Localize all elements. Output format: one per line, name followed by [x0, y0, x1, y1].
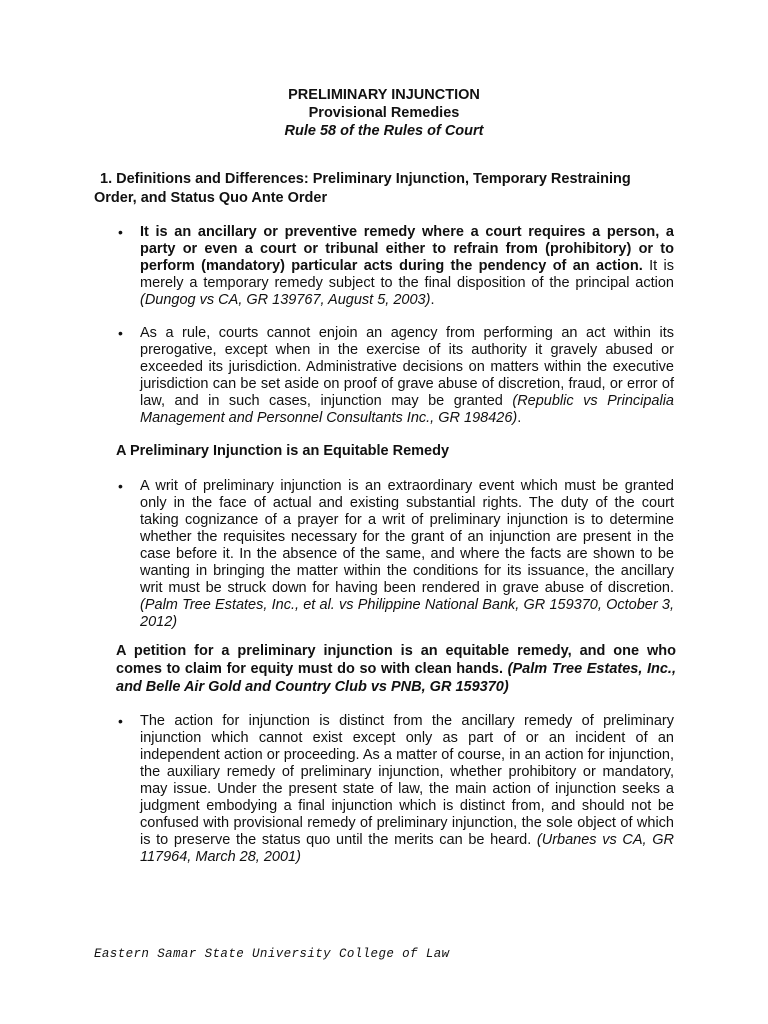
bullet-item	[118, 478, 674, 631]
subheading-bold-paragraph: A petition for a preliminary injunction is an equitable remedy, and one who comes to claim for equity must do so with clean hands. (Palm Tree Estates, Inc., and Belle Air Gold and Country Club vs PNB, GR 159370)	[116, 643, 676, 695]
bullet-text: The action for injunction is distinct from the ancillary remedy of preliminary injunction which cannot exist except only as part of or an incident of an independent action or proceeding. As a matter of course, in an action for injunction, the auxiliary remedy of preliminary injunction, whether prohibitory or mandatory, may issue. Under the present state of law, the main action of injunction seeks a judgment embodying a final injunction which is distinct from, and should not be confused with provisional remedy of preliminary injunction, the sole object of which is to preserve the status quo until the merits can be heard. (Urbanes vs CA, GR 117964, March 28, 2001)	[140, 713, 674, 865]
subheading: A Preliminary Injunction is an Equitable Remedy	[116, 443, 450, 459]
bullet-icon: •	[118, 713, 123, 729]
document-header	[0, 86, 768, 140]
document-subtitle: Provisional Remedies	[308, 105, 460, 121]
bullet-text: It is an ancillary or preventive remedy where a court requires a person, a party or even a court or tribunal either to refrain from (prohibitory) or to perform (mandatory) particular acts during the pendency of an action. It is merely a temporary remedy subject to the final disposition of the principal action (Dungog vs CA, GR 139767, August 5, 2003).	[140, 224, 674, 308]
bullet-item	[118, 224, 674, 309]
page-footer: Eastern Samar State University College of Law	[94, 947, 450, 961]
bullet-item	[118, 325, 674, 427]
bullet-icon: •	[118, 224, 123, 240]
section-heading: 1. Definitions and Differences: Preliminary Injunction, Temporary Restraining Order, and Status Quo Ante Order	[94, 171, 631, 206]
bullet-text: As a rule, courts cannot enjoin an agency from performing an act within its prerogative, except when in the exercise of its authority it gravely abused or exceeded its jurisdiction. Administrative decisions on matters within the executive jurisdiction can be set aside on proof of grave abuse of discretion, fraud, or error of law, and in such cases, injunction may be granted (Republic vs Principalia Management and Personnel Consultants Inc., GR 198426).	[140, 325, 674, 426]
bullet-icon: •	[118, 325, 123, 341]
bullet-text: A writ of preliminary injunction is an extraordinary event which must be granted only in the face of actual and existing substantial rights. The duty of the court taking cognizance of a prayer for a writ of preliminary injunction is to determine whether the requisites necessary for the grant of an injunction are present in the case before it. In the absence of the same, and where the facts are shown to be wanting in bringing the matter within the conditions for its issuance, the ancillary writ must be struck down for having been rendered in grave abuse of discretion. (Palm Tree Estates, Inc., et al. vs Philippine National Bank, GR 159370, October 3, 2012)	[140, 478, 674, 630]
document-title: PRELIMINARY INJUNCTION	[288, 87, 480, 103]
bullet-icon: •	[118, 478, 123, 494]
bullet-item	[118, 713, 674, 866]
document-rule: Rule 58 of the Rules of Court	[284, 123, 484, 139]
